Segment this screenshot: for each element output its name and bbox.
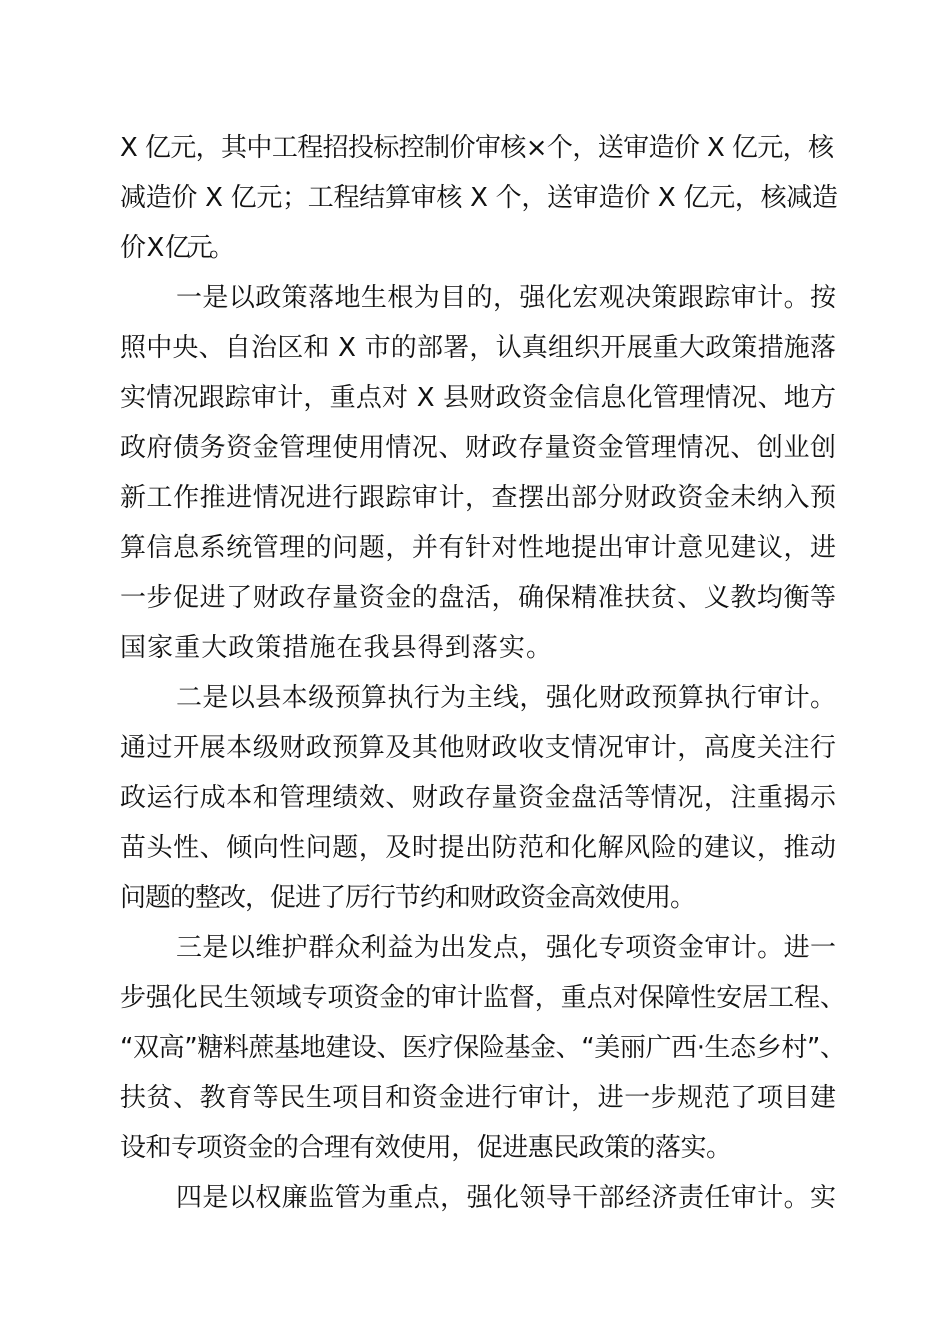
text-line (0, 178, 950, 218)
text-line (0, 878, 950, 918)
text-line-content: 设和专项资金的合理有效使用，促进惠民政策的落实。 (120, 1133, 732, 1163)
text-line (0, 228, 950, 268)
text-line-content: 步强化民生领域专项资金的审计监督，重点对保障性安居工程、 (120, 983, 846, 1013)
text-line (0, 1178, 950, 1218)
text-line (0, 978, 950, 1018)
text-line (0, 628, 950, 668)
text-line (0, 328, 950, 368)
text-line-content: 国家重大政策措施在我县得到落实。 (120, 633, 554, 663)
text-line (0, 1078, 950, 1118)
text-line (0, 828, 950, 868)
text-line (0, 478, 950, 518)
text-line (0, 128, 950, 168)
text-line-content: 算信息系统管理的问题，并有针对性地提出审计意见建议，进 (120, 533, 837, 563)
text-line-content: 问题的整改，促进了厉行节约和财政资金高效使用。 (120, 883, 695, 913)
text-line (0, 578, 950, 618)
text-line (0, 428, 950, 468)
text-line (0, 678, 950, 718)
text-line (0, 928, 950, 968)
text-line-content: 一步促进了财政存量资金的盘活，确保精准扶贫、义教均衡等 (120, 583, 837, 613)
text-line-content: 政运行成本和管理绩效、财政存量资金盘活等情况，注重揭示 (120, 783, 837, 813)
text-line (0, 278, 950, 318)
text-line-content: 苗头性、倾向性问题，及时提出防范和化解风险的建议，推动 (120, 833, 837, 863)
text-line (0, 378, 950, 418)
text-line (0, 528, 950, 568)
text-line-content: 新工作推进情况进行跟踪审计，查摆出部分财政资金未纳入预 (120, 483, 837, 513)
text-line (0, 1028, 950, 1068)
text-line-content: 三是以维护群众利益为出发点，强化专项资金审计。进一 (176, 933, 837, 963)
text-line (0, 778, 950, 818)
text-line-content: 减造价 X 亿元；工程结算审核 X 个，送审造价 X 亿元，核减造 (120, 183, 838, 213)
text-line-content: 照中央、自治区和 X 市的部署，认真组织开展重大政策措施落 (120, 333, 837, 363)
text-line-content: “双高”糖料蔗基地建设、医疗保险基金、“美丽广西·生态乡村”、 (120, 1033, 846, 1063)
text-line-content: 通过开展本级财政预算及其他财政收支情况审计，高度关注行 (120, 733, 837, 763)
text-line-content: 价 X 亿元。 (120, 233, 232, 263)
text-line (0, 728, 950, 768)
text-line-content: 四是以权廉监管为重点，强化领导干部经济责任审计。实 (176, 1183, 837, 1213)
text-line (0, 1128, 950, 1168)
text-line-content: 扶贫、教育等民生项目和资金进行审计，进一步规范了项目建 (120, 1083, 837, 1113)
text-line-content: 政府债务资金管理使用情况、财政存量资金管理情况、创业创 (120, 433, 837, 463)
text-line-content: X 亿元，其中工程招投标控制价审核×个，送审造价 X 亿元，核 (120, 133, 834, 163)
text-line-content: 实情况跟踪审计，重点对 X 县财政资金信息化管理情况、地方 (120, 383, 837, 413)
text-line-content: 一是以政策落地生根为目的，强化宏观决策跟踪审计。按 (176, 283, 837, 313)
text-line-content: 二是以县本级预算执行为主线，强化财政预算执行审计。 (176, 683, 837, 713)
